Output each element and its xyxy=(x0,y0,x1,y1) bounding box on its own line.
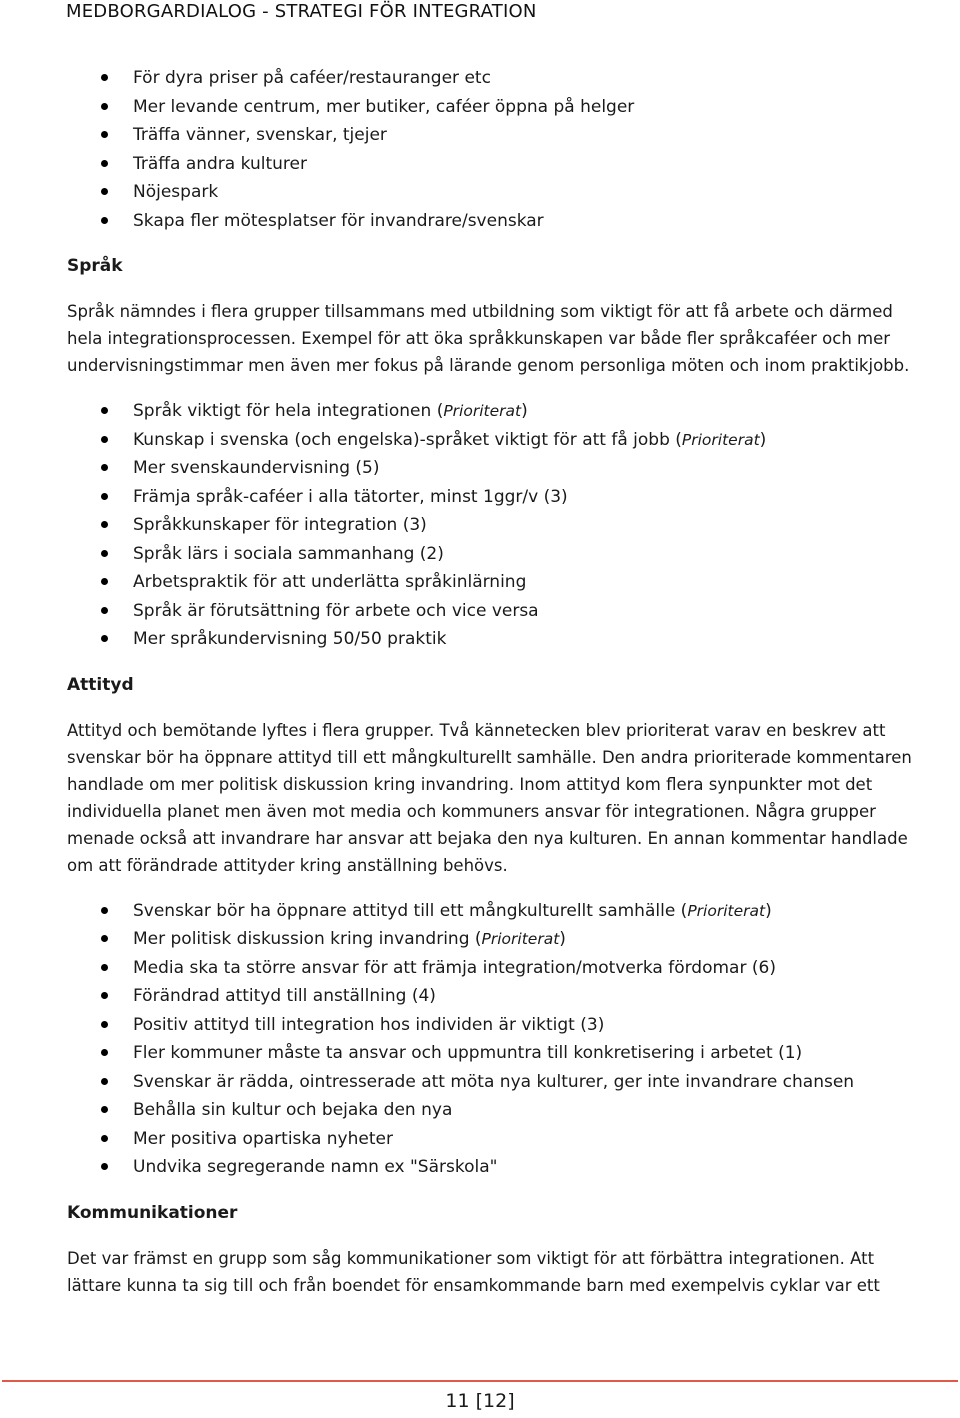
list-item: Träffa andra kulturer xyxy=(67,150,917,179)
list-item: Främja språk-caféer i alla tätorter, minst 1ggr/v (3) xyxy=(67,483,917,512)
footer-divider xyxy=(2,1380,958,1382)
list-item: Språk lärs i sociala sammanhang (2) xyxy=(67,540,917,569)
paragraph-sprak: Språk nämndes i flera grupper tillsammans med utbildning som viktigt för att få arbete och därmed hela integrationsprocessen. Exempel för att öka språkkunskapen var både fler språkcaféer och mer undervisningstimmar men även mer fokus på lärande genom personliga möten och inom praktikjobb. xyxy=(67,302,910,375)
list-item: Arbetspraktik för att underlätta språkinlärning xyxy=(67,568,917,597)
bullet-list-meeting-places xyxy=(67,64,917,235)
page-number: 11 [12] xyxy=(445,1390,515,1412)
list-item: Mer politisk diskussion kring invandring (Prioriterat) xyxy=(67,925,917,954)
list-item: Mer positiva opartiska nyheter xyxy=(67,1125,917,1154)
list-item: Mer språkundervisning 50/50 praktik xyxy=(67,625,917,654)
paragraph-attityd: Attityd och bemötande lyftes i flera grupper. Två kännetecken blev prioriterat varav en beskrev att svenskar bör ha öppnare attityd till ett mångkulturellt samhälle. Den andra prioriterade kommentaren handlade om mer politisk diskussion kring invandring. Inom attityd kom flera synpunkter mot det individuella planet men även mot media och kommuners ansvar för integrationen. Några grupper menade också att invandrare har ansvar att bejaka den nya kulturen. En annan kommentar handlade om att förändrade attityder kring anställning behövs. xyxy=(67,720,912,875)
bullet-list-sprak xyxy=(67,397,917,654)
list-item: Förändrad attityd till anställning (4) xyxy=(67,982,917,1011)
list-item: Nöjespark xyxy=(67,178,917,207)
list-item: Mer svenskaundervisning (5) xyxy=(67,454,917,483)
list-item: Media ska ta större ansvar för att främja integration/motverka fördomar (6) xyxy=(67,954,917,983)
list-item: Språkkunskaper för integration (3) xyxy=(67,511,917,540)
priority-tag: Prioriterat xyxy=(687,901,766,920)
running-header: MEDBORGARDIALOG - STRATEGI FÖR INTEGRATION xyxy=(66,1,537,22)
bullet-list-attityd xyxy=(67,897,917,1182)
list-item: Träffa vänner, svenskar, tjejer xyxy=(67,121,917,150)
priority-tag: Prioriterat xyxy=(443,402,522,420)
list-item: Språk viktigt för hela integrationen (Prioriterat) xyxy=(67,397,917,426)
list-item: Språk är förutsättning för arbete och vice versa xyxy=(67,597,917,626)
priority-tag: Prioriterat xyxy=(681,430,760,449)
section-heading-sprak: Språk xyxy=(67,256,123,276)
section-heading-kommunikationer: Kommunikationer xyxy=(67,1202,238,1223)
list-item: För dyra priser på caféer/restauranger etc xyxy=(67,64,917,93)
list-item: Skapa fler mötesplatser för invandrare/svenskar xyxy=(67,207,917,236)
list-item: Behålla sin kultur och bejaka den nya xyxy=(67,1096,917,1125)
list-item: Undvika segregerande namn ex "Särskola" xyxy=(67,1153,917,1182)
list-item: Fler kommuner måste ta ansvar och uppmuntra till konkretisering i arbetet (1) xyxy=(67,1039,917,1068)
list-item: Svenskar är rädda, ointresserade att möta nya kulturer, ger inte invandrare chansen xyxy=(67,1068,917,1097)
paragraph-kommunikationer: Det var främst en grupp som såg kommunikationer som viktigt för att förbättra integrationen. Att lättare kunna ta sig till och från boendet för ensamkommande barn med exempelvis cyklar var ett xyxy=(67,1248,880,1295)
list-item: Kunskap i svenska (och engelska)-språket viktigt för att få jobb (Prioriterat) xyxy=(67,426,917,455)
section-heading-attityd: Attityd xyxy=(67,674,134,695)
list-item: Positiv attityd till integration hos individen är viktigt (3) xyxy=(67,1011,917,1040)
list-item: Mer levande centrum, mer butiker, caféer öppna på helger xyxy=(67,93,917,122)
list-item: Svenskar bör ha öppnare attityd till ett mångkulturellt samhälle (Prioriterat) xyxy=(67,897,917,926)
priority-tag: Prioriterat xyxy=(481,930,560,948)
document-body xyxy=(67,64,917,1299)
